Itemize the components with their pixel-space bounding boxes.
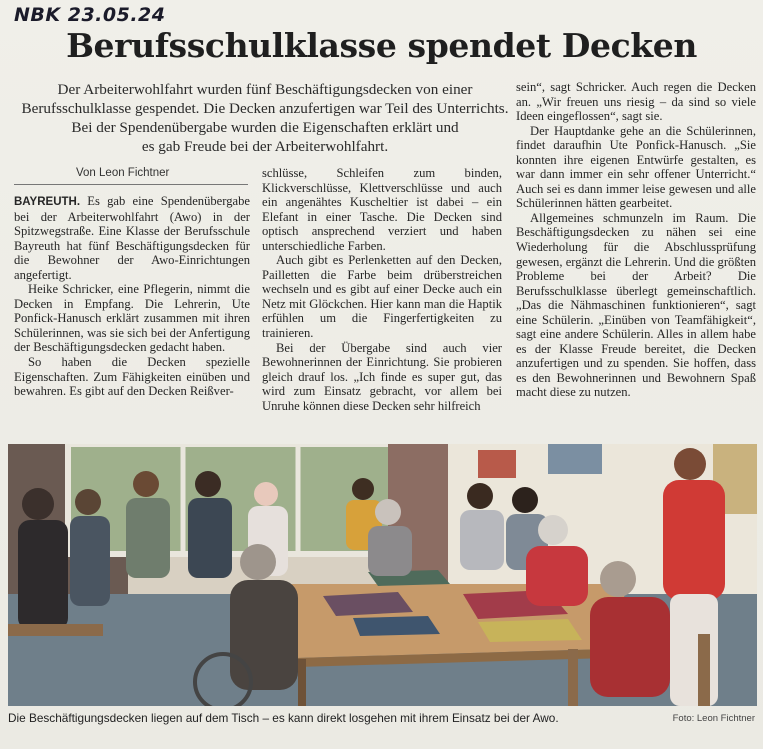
paragraph: Auch gibt es Perlenketten auf den Decken, Pailletten die Farbe beim drüberstreichen wechseln und es gibt auf einer Decke auch ein Netz mit Glöckchen. Hier kann man die Haptik erfühlen um die Fingerfertigkeiten zu trainieren. [262,253,502,341]
dateline: BAYREUTH. [14,196,81,208]
paragraph: sein“, sagt Schricker. Auch regen die Decken an. „Wir freuen uns riesig – da sind so viele Ideen eingeflossen“, sagt sie. [516,80,756,124]
paragraph: Der Hauptdanke gehe an die Schülerinnen, findet daraufhin Ute Ponfick-Hanusch. „Sie konnten ihre eigenen Entwürfe gestalten, es war dann immer ein sehr offener Unterricht.“ Auch sei es dann immer leise gewesen und alle Schülerinnen hätten gearbeitet. [516,123,756,211]
paragraph: schlüsse, Schleifen zum binden, Klickverschlüsse, Klettverschlüsse und auch ein angenähtes Kuscheltier ist dabei – ein Elefant in einer Tasche. Die Decken sind optisch ansprechend verziert und haben unterschiedliche Farben. [262,166,502,253]
photo-scene [8,444,757,706]
lead-line: es gab Freude bei der Arbeiterwohlfahrt. [141,138,389,155]
article-photo [8,444,757,706]
article-column-3 [516,80,756,400]
article-column-2 [262,166,502,413]
paragraph: So haben die Decken spezielle Eigenschaften. Zum Fähigkeiten einüben und bewahren. Es gibt auf den Decken Reißver- [14,355,250,399]
lead-line: Der Arbeiterwohlfahrt wurden fünf Beschäftigungsdecken von einer [57,81,473,98]
article-column-1 [14,194,250,399]
paragraph: Bei der Übergabe sind auch vier Bewohnerinnen der Einrichtung. Sie probieren gleich drauf los. „Ich finde es super gut, das wird zum Einsatz gebracht, vor allem bei Unruhe können diese Decken sehr hilfreich [262,340,502,413]
paragraph [14,194,250,282]
photo-caption: Die Beschäftigungsdecken liegen auf dem Tisch – es kann direkt losgehen mit ihrem Einsatz bei der Awo. [8,711,559,725]
paragraph-text: Es gab eine Spendenübergabe bei der Arbeiterwohlfahrt (Awo) in der Spitzwegstraße. Eine Klasse der Berufsschule Bayreuth hat fünf Beschäftigungsdecken für die Bewohner der Awo-Einrichtungen angefertigt. [14,194,250,282]
lead-line: Bei der Spendenübergabe wurden die Eigenschaften erklärt und [71,119,459,136]
headline: Berufsschulklasse spendet Decken [66,26,697,65]
byline: Von Leon Fichtner [76,167,170,179]
byline-rule [14,184,248,185]
handwritten-note: NBK 23.05.24 [14,4,166,26]
lead-paragraph [14,80,516,156]
lead-line: Berufsschulklasse gespendet. Die Decken anzufertigen war Teil des Unterrichts. [21,100,509,117]
paragraph: Allgemeines schmunzeln im Raum. Die Beschäftigungsdecken zu nähen sei eine Wiederholung für die Abschlussprüfung gewesen, ergänzt die Lehrerin. Und die größten Probleme bei der Arbeit? Die Berufsschulklasse überlegt gemeinschaftlich. „Das die Nähmaschinen funktionieren“, sagt eine Schülerin. „Einüben von Teamfähigkeit“, sagt eine andere Schülerin. Alles in allem habe es der Klasse Freude bereitet, die Decken anzufertigen und zu spenden. Sie hoffen, dass es den Bewohnerinnen und Bewohnern Spaß macht diese zu nutzen. [516,210,756,400]
paragraph: Heike Schricker, eine Pflegerin, nimmt die Decken in Empfang. Die Lehrerin, Ute Ponfick-Hanusch erklärt zusammen mit ihren Schülerinnen, was sie sich bei der Anfertigung der Beschäftigungsdecken gedacht haben. [14,282,250,355]
photo-credit: Foto: Leon Fichtner [672,713,755,724]
